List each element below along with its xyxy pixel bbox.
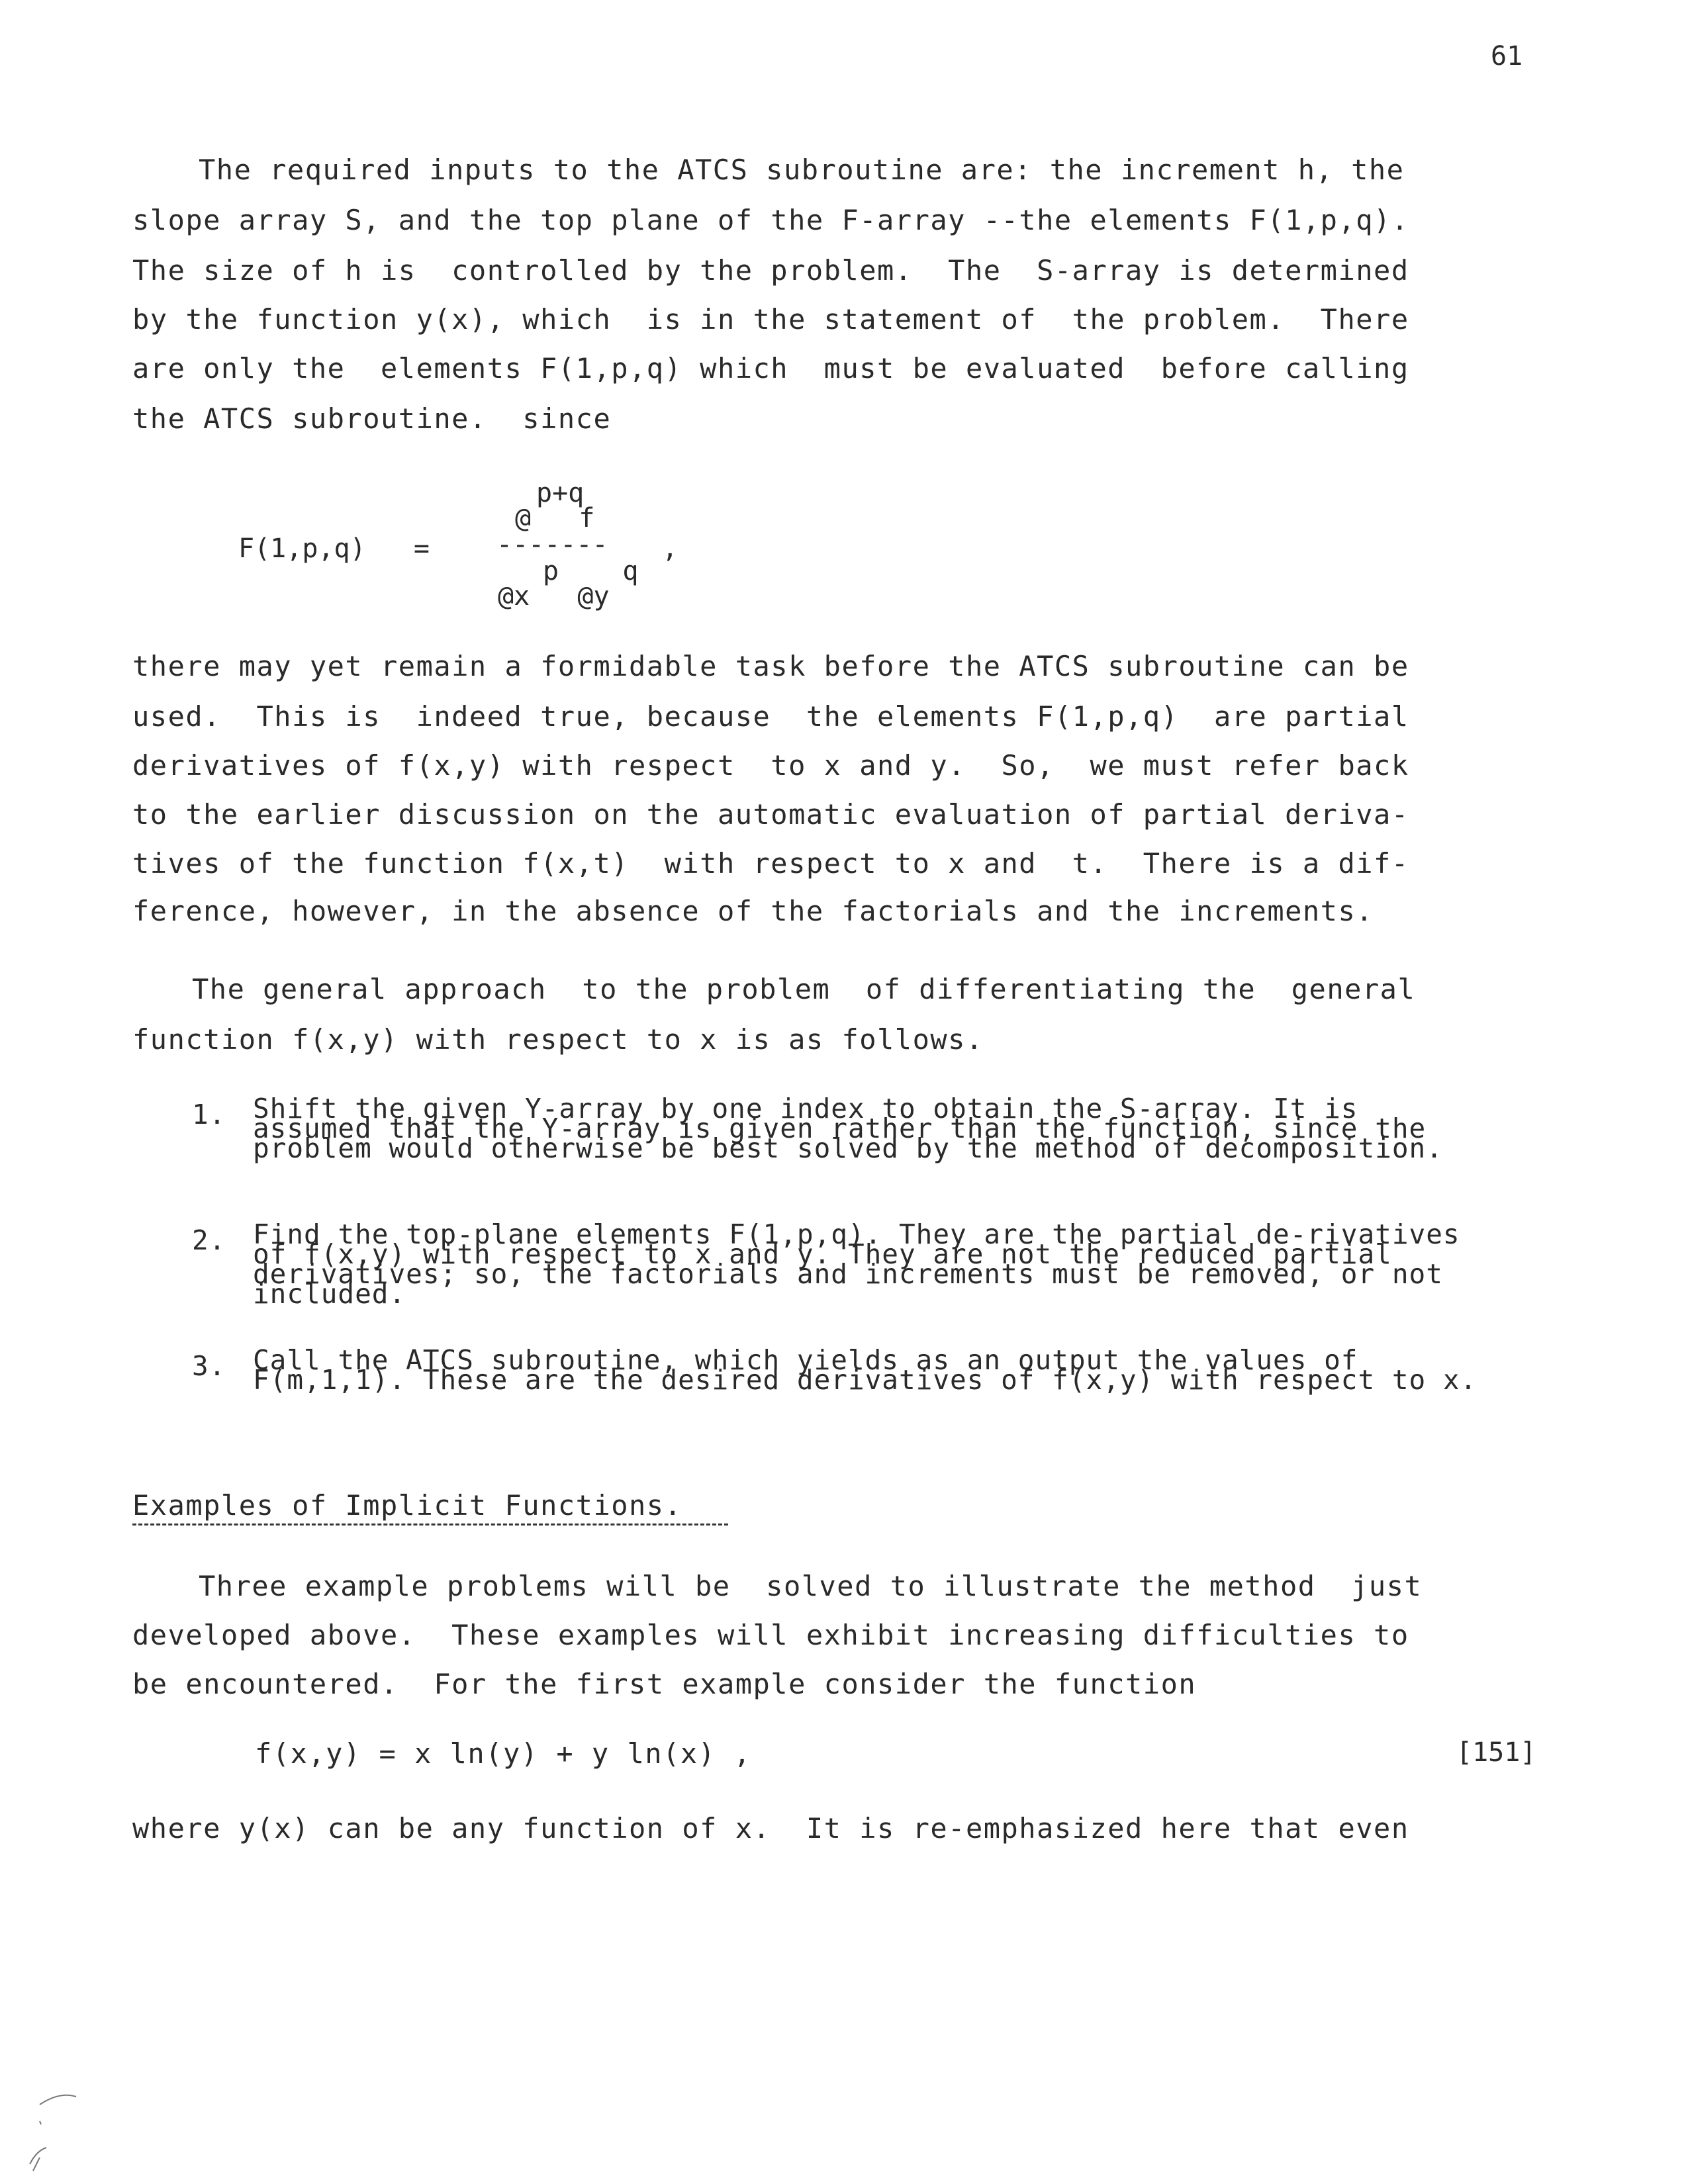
paragraph2-line-4: to the earlier discussion on the automatic evaluation of partial deriva- — [132, 798, 1409, 831]
formula-exponents: p q — [543, 556, 639, 586]
paragraph2-line-1: there may yet remain a formidable task before the ATCS subroutine can be — [132, 650, 1409, 682]
paragraph1-line-1: The required inputs to the ATCS subroutine are: the increment h, the — [199, 154, 1405, 186]
paragraph2-line-3: derivatives of f(x,y) with respect to x and y. So, we must refer back — [132, 749, 1409, 782]
equation-151: f(x,y) = x ln(y) + y ln(x) , — [255, 1737, 752, 1770]
paragraph1-line-3: The size of h is controlled by the problem. The S-array is determined — [132, 254, 1409, 287]
paragraph1-line-4: by the function y(x), which is in the statement of the problem. There — [132, 303, 1409, 336]
step-3-text: Call the ATCS subroutine, which yields as an output the values of F(m,1,1). These are the desired derivatives of f(x,y) with respect to x. — [253, 1344, 1477, 1396]
paragraph1-line-2: slope array S, and the top plane of the F-array --the elements F(1,p,q). — [132, 204, 1409, 236]
step-2-number: 2. — [192, 1224, 226, 1256]
formula-numerator: @ f — [515, 503, 595, 533]
paragraph1-line-6: the ATCS subroutine. since — [132, 402, 612, 435]
paragraph2-line-2: used. This is indeed true, because the elements F(1,p,q) are partial — [132, 700, 1409, 733]
formula-trailing-comma: , — [662, 533, 679, 564]
paragraph5-line-1: where y(x) can be any function of x. It is re-emphasized here that even — [132, 1812, 1409, 1844]
step-3-number: 3. — [192, 1350, 226, 1382]
paragraph1-line-5: are only the elements F(1,p,q) which must be evaluated before calling — [132, 352, 1409, 385]
step-2-text: Find the top-plane elements F(1,p,q). They are the partial de-rivatives of f(x,y) with respect to x and y. They are not the reduced partial derivatives; so, the factorials and increments must be removed, or not included. — [253, 1218, 1460, 1310]
formula-lhs: F(1,p,q) = — [238, 533, 430, 564]
formula-fraction-bar: ------- — [496, 529, 608, 560]
paragraph4-line-2: developed above. These examples will exhibit increasing difficulties to — [132, 1619, 1409, 1651]
paragraph2-line-6: ference, however, in the absence of the factorials and the increments. — [132, 895, 1374, 927]
step-1-number: 1. — [192, 1099, 226, 1130]
formula-superscript: p+q — [536, 478, 585, 508]
page-number: 61 — [1491, 41, 1523, 71]
paragraph4-line-1: Three example problems will be solved to illustrate the method just — [199, 1570, 1423, 1602]
paragraph3-line-1: The general approach to the problem of differentiating the general — [192, 973, 1416, 1005]
paragraph3-line-2: function f(x,y) with respect to x is as follows. — [132, 1023, 984, 1056]
margin-scribble — [13, 2085, 93, 2184]
formula-denominator: @x @y — [498, 581, 610, 612]
paragraph2-line-5: tives of the function f(x,t) with respect to x and t. There is a dif- — [132, 847, 1409, 880]
equation-number: [151] — [1456, 1737, 1536, 1768]
step-1-text: Shift the given Y-array by one index to obtain the S-array. It is assumed that the Y-array is given rather than the function, since the problem would otherwise be best solved by the method of decomposition. — [253, 1093, 1443, 1164]
paragraph4-line-3: be encountered. For the first example consider the function — [132, 1668, 1197, 1700]
section-heading-underline — [132, 1524, 728, 1525]
section-heading: Examples of Implicit Functions. — [132, 1489, 682, 1522]
